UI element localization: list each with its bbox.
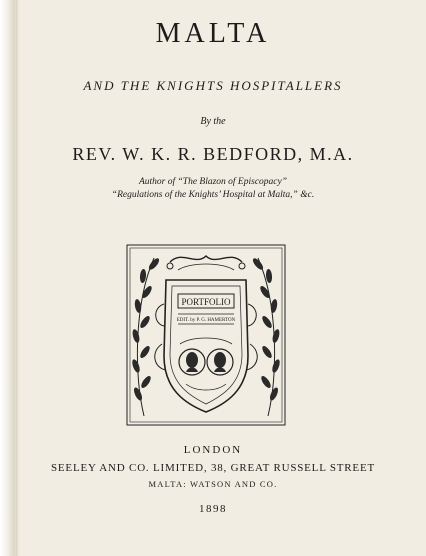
book-subtitle: AND THE KNIGHTS HOSPITALLERS (83, 78, 343, 93)
author-works (0, 176, 426, 202)
author-name: REV. W. K. R. BEDFORD, M.A. (72, 144, 354, 164)
byline: By the (200, 116, 226, 127)
imprint-year: 1898 (199, 503, 227, 515)
author-works-line-1: Author of “The Blazon of Episcopacy” (138, 177, 288, 187)
emblem-label: PORTFOLIO (181, 297, 231, 307)
author-works-line-2: “Regulations of the Knights’ Hospital at Malta,” &c. (111, 190, 315, 200)
imprint-city: LONDON (183, 444, 243, 456)
imprint-publisher: SEELEY AND CO. LIMITED, 38, GREAT RUSSELL STREET (51, 462, 375, 474)
book-title: MALTA (155, 18, 271, 49)
emblem-sublabel: EDIT. by P. G. HAMERTON (176, 318, 236, 323)
imprint-agent: MALTA: WATSON AND CO. (148, 479, 278, 489)
publisher-emblem (126, 244, 286, 426)
